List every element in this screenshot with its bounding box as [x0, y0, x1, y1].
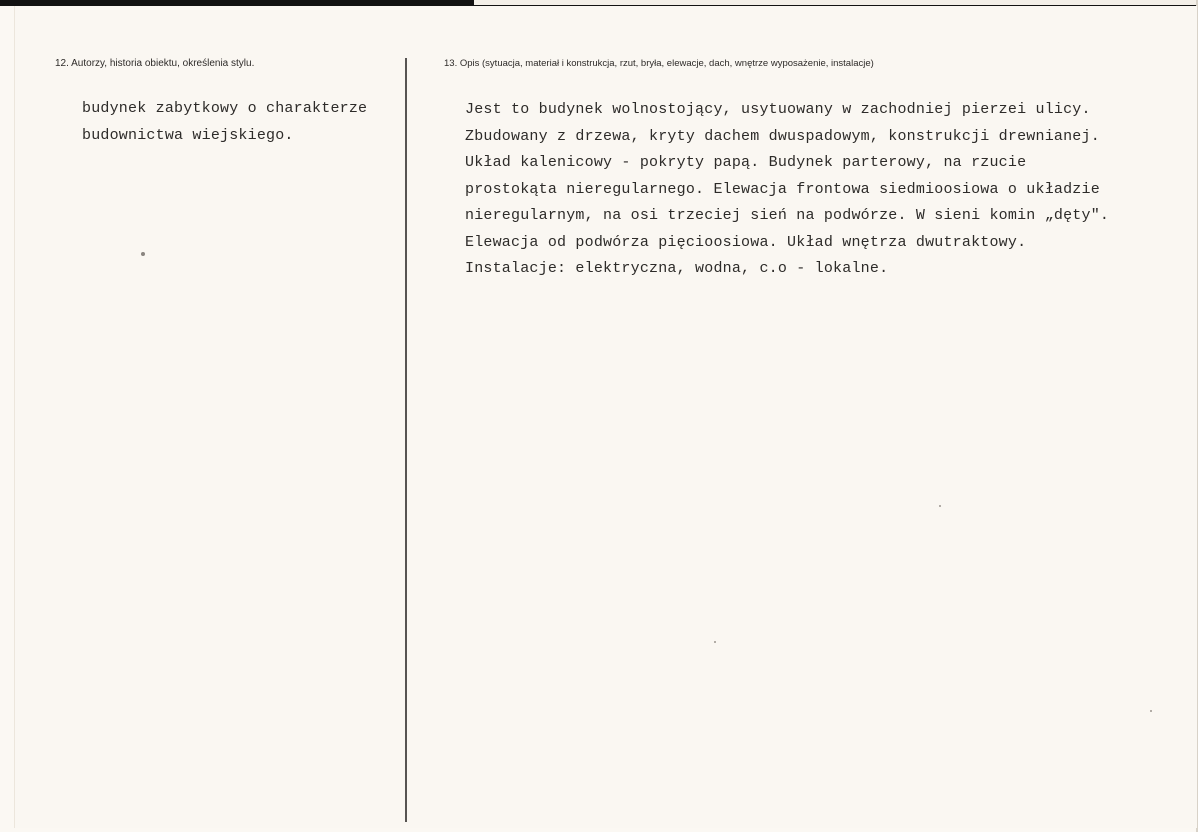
- section-12-typewritten-text: budynek zabytkowy o charakterze budownictwa wiejskiego.: [82, 100, 368, 144]
- column-divider: [405, 58, 407, 822]
- top-card-tab: [474, 0, 1198, 5]
- paper-speck: [1150, 710, 1152, 712]
- paper-speck: [714, 641, 716, 643]
- section-13-typewritten-description: Jest to budynek wolnostojący, usytuowany w zachodniej pierzei ulicy. Zbudowany z drzewa, kryty dachem dwuspadowym, konstrukcji drewnianej. Układ kalenicowy - pokryty papą. Budynek parterowy, na rzucie prostokąta nieregularnego. Elewacja frontowa siedmioosiowa o układzie nieregularnym, na osi trzeciej sień na podwórze. W sieni komin „dęty". Elewacja od podwórza pięcioosiowa. Układ wnętrza dwutraktowy. Instalacje: elektryczna, wodna, c.o - lokalne.: [465, 101, 1110, 277]
- section-13-label: 13. Opis (sytuacja, materiał i konstrukcja, rzut, bryła, elewacje, dach, wnętrze wyposażenie, instalacje): [444, 58, 874, 69]
- section-12-label: 12. Autorzy, historia obiektu, określenia stylu.: [55, 58, 255, 69]
- paper-speck: [939, 505, 941, 507]
- ink-dot: [141, 252, 145, 256]
